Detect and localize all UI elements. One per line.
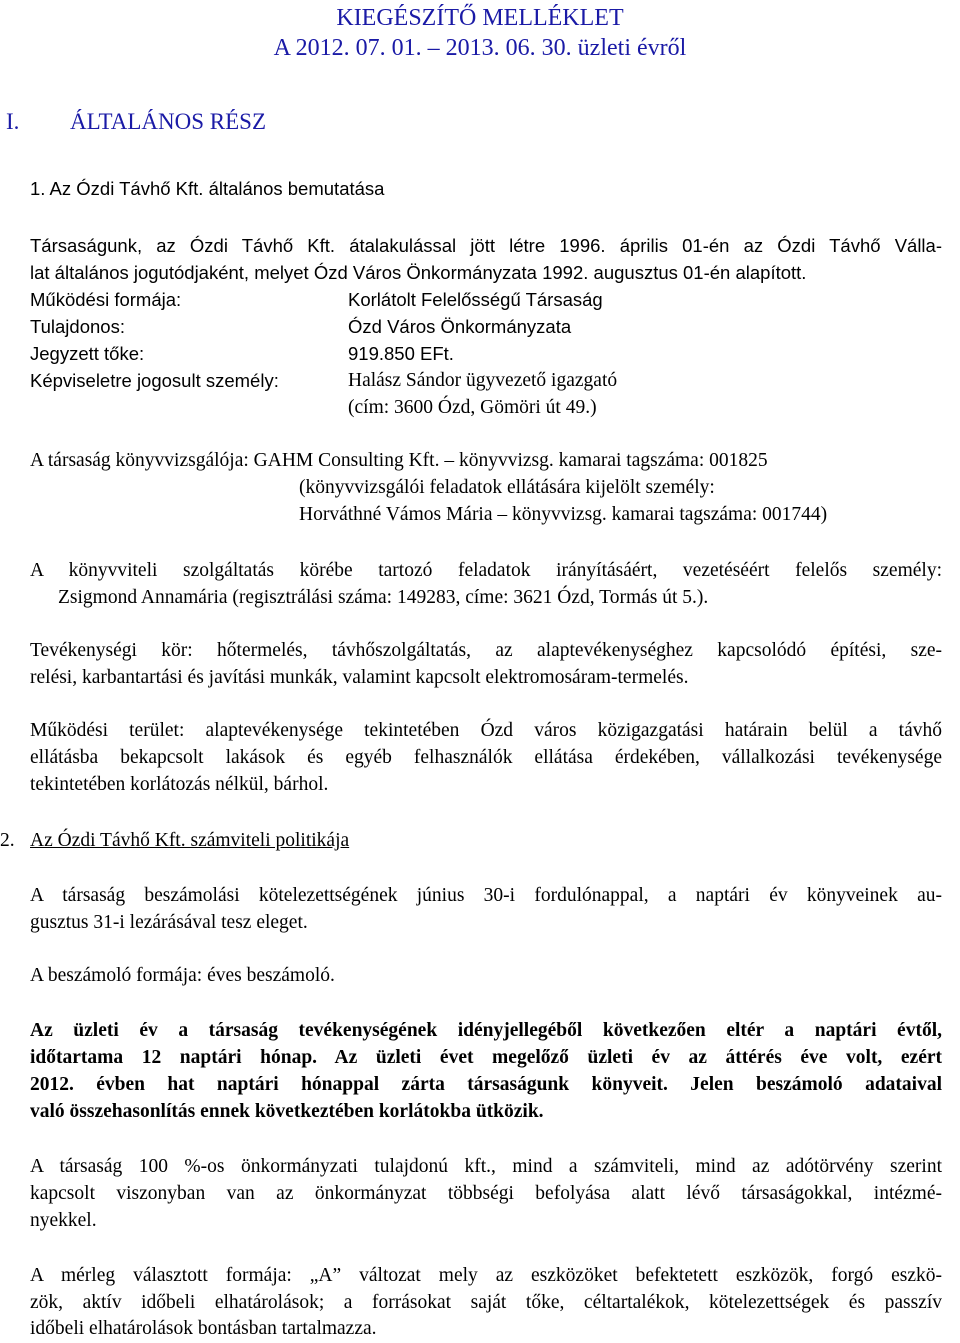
- info-label-owner: Tulajdonos:: [30, 316, 125, 337]
- bold-line-4: való összehasonlítás ennek következtében korlátokba ütközik.: [30, 1101, 544, 1122]
- ownership-line-2: kapcsolt viszonyban van az önkormányzat többségi befolyása alatt lévő társaságokkal, intézmé-: [30, 1183, 942, 1204]
- info-label-representative: Képviseletre jogosult személy:: [30, 370, 279, 391]
- info-label-capital: Jegyzett tőke:: [30, 343, 145, 364]
- accounting-line-2: Zsigmond Annamária (regisztrálási száma: 149283, címe: 3621 Ózd, Tormás út 5.).: [58, 587, 709, 608]
- document-subtitle: A 2012. 07. 01. – 2013. 06. 30. üzleti évről: [273, 35, 687, 61]
- bold-line-1: Az üzleti év a társaság tevékenységének idényjellegéből következően eltér a naptári évtől,: [30, 1020, 942, 1041]
- auditor-line-2: (könyvvizsgálói feladatok ellátására kijelölt személy:: [299, 477, 715, 498]
- section-number: I.: [6, 109, 20, 134]
- info-value-address: (cím: 3600 Ózd, Gömöri út 49.): [348, 397, 597, 418]
- area-line-3: tekintetében korlátozás nélkül, bárhol.: [30, 774, 329, 795]
- intro-line-1: Társaságunk, az Ózdi Távhő Kft. átalakulással jött létre 1996. április 01-én az Ózdi Távhő Válla-: [30, 235, 942, 256]
- section-title: ÁLTALÁNOS RÉSZ: [70, 109, 267, 134]
- area-line-2: ellátásba bekapcsolt lakások és egyéb felhasználók ellátása érdekében, vállalkozási tevékenysége: [30, 747, 942, 768]
- info-value-capital: 919.850 EFt.: [348, 343, 454, 364]
- activity-line-2: relési, karbantartási és javítási munkák, valamint kapcsolt elektromosáram-termelés.: [30, 667, 689, 688]
- auditor-line-1: A társaság könyvvizsgálója: GAHM Consulting Kft. – könyvvizsg. kamarai tagszáma: 001825: [30, 450, 768, 471]
- info-value-owner: Ózd Város Önkormányzata: [348, 316, 572, 337]
- bold-line-2: időtartama 12 naptári hónap. Az üzleti évet megelőző üzleti év az áttérés éve volt, ezért: [30, 1047, 942, 1068]
- reporting-line-2: gusztus 31-i lezárásával tesz eleget.: [30, 912, 308, 933]
- area-line-1: Működési terület: alaptevékenysége tekintetében Ózd város közigazgatási határain belül a távhő: [30, 720, 942, 741]
- report-form: A beszámoló formája: éves beszámoló.: [30, 965, 335, 986]
- bold-line-3: 2012. évben hat naptári hónappal zárta társaságunk könyveit. Jelen beszámoló adataival: [30, 1074, 942, 1095]
- balance-line-2: zök, aktív időbeli elhatárolások; a forrásokat saját tőke, céltartalékok, kötelezettségek és passzív: [30, 1292, 942, 1313]
- info-label-form: Működési formája:: [30, 289, 182, 310]
- section2-title: Az Ózdi Távhő Kft. számviteli politikája: [30, 830, 350, 851]
- reporting-line-1: A társaság beszámolási kötelezettségének június 30-i fordulónappal, a naptári év könyveinek au-: [30, 885, 942, 906]
- activity-line-1: Tevékenységi kör: hőtermelés, távhőszolgáltatás, az alaptevékenységhez kapcsolódó építési, sze-: [30, 640, 942, 661]
- ownership-line-1: A társaság 100 %-os önkormányzati tulajdonú kft., mind a számviteli, mind az adótörvény szerint: [30, 1156, 942, 1177]
- subsection-heading: 1. Az Ózdi Távhő Kft. általános bemutatása: [30, 178, 385, 199]
- accounting-line-1: A könyvviteli szolgáltatás körébe tartozó feladatok irányításáért, vezetéséért felelős személy:: [30, 560, 942, 581]
- balance-line-3: időbeli elhatárolások bontásban tartalmazza.: [30, 1318, 377, 1339]
- info-value-form: Korlátolt Felelősségű Társaság: [348, 289, 603, 310]
- balance-line-1: A mérleg választott formája: „A” változat mely az eszközöket befektetett eszközök, forgó eszkö-: [30, 1265, 942, 1286]
- info-value-representative: Halász Sándor ügyvezető igazgató: [348, 370, 618, 391]
- intro-line-2: lat általános jogutódjaként, melyet Ózd Város Önkormányzata 1992. augusztus 01-én alapított.: [30, 262, 807, 283]
- auditor-line-3: Horváthné Vámos Mária – könyvvizsg. kamarai tagszáma: 001744): [299, 504, 828, 525]
- ownership-line-3: nyekkel.: [30, 1210, 97, 1231]
- document-title: KIEGÉSZÍTŐ MELLÉKLET: [336, 5, 624, 31]
- section2-number: 2.: [0, 830, 15, 851]
